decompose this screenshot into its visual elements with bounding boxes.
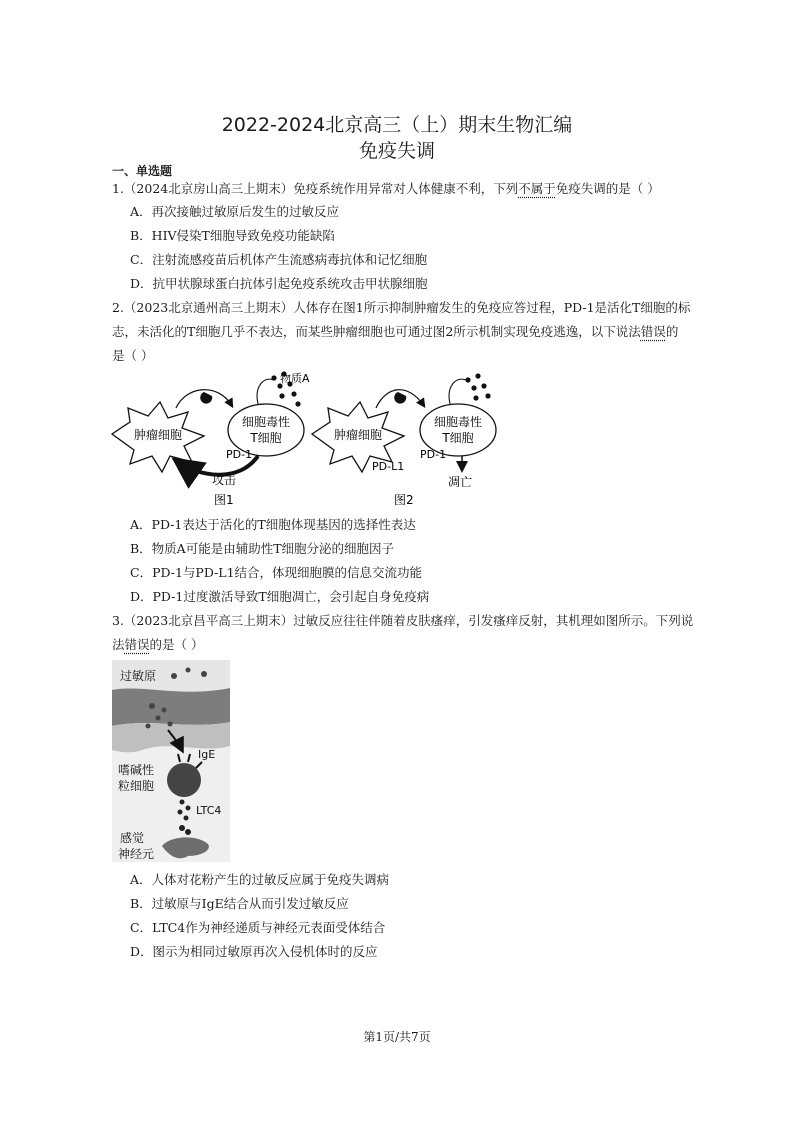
tumor-cell-label-2: 肿瘤细胞 <box>333 428 383 442</box>
q1-option-d: D．抗甲状腺球蛋白抗体引起免疫系统攻击甲状腺细胞 <box>130 276 428 291</box>
q3-line2-b: 的是（ ） <box>149 637 204 652</box>
page-footer: 第1页/共7页 <box>363 1030 431 1044</box>
q3-option-a: A．人体对花粉产生的过敏反应属于免疫失调病 <box>130 872 390 887</box>
q3-option-d: D．图示为相同过敏原再次入侵机体时的反应 <box>130 944 378 959</box>
t-cell-label-1: 细胞毒性 <box>241 415 291 429</box>
t-cell-label-2a: 细胞毒性 <box>433 415 483 429</box>
q1-stem <box>112 181 660 197</box>
t-cell-label-2b: T细胞 <box>442 431 474 445</box>
q1-option-b: B．HIV侵染T细胞导致免疫功能缺陷 <box>130 228 335 243</box>
basophil-label-1: 嗜碱性 <box>118 763 155 777</box>
q3-stem-line2 <box>112 637 204 653</box>
attack-label: 攻击 <box>212 473 237 487</box>
q1-option-a: A．再次接触过敏原后发生的过敏反应 <box>130 204 340 219</box>
q1-option-c: C．注射流感疫苗后机体产生流感病毒抗体和记忆细胞 <box>130 252 428 267</box>
q3-line2-emphasis: 错误 <box>124 637 150 652</box>
q3-option-b: B．过敏原与IgE结合从而引发过敏反应 <box>130 896 349 911</box>
secretion-arrow <box>257 379 274 404</box>
ige-label: IgE <box>198 748 216 761</box>
q3-stem-line1: 3.（2023北京昌平高三上期末）过敏反应往往伴随着皮肤瘙痒，引发瘙痒反射，其机理如图所示。下列说 <box>112 613 694 628</box>
pdl1-label: PD-L1 <box>372 460 405 473</box>
q1-stem-a: 1.（2024北京房山高三上期末）免疫系统作用异常对人体健康不利，下列 <box>112 181 519 196</box>
secretion-arrow-2 <box>449 379 466 404</box>
receptor-icon-2 <box>394 392 406 404</box>
allergen-label: 过敏原 <box>120 669 157 683</box>
q2-line2-emphasis: 错误 <box>640 324 666 339</box>
receptor-icon <box>200 392 212 404</box>
q2-figure <box>108 366 508 512</box>
neuron-label-1: 感觉 <box>120 831 145 845</box>
figure-1 <box>112 371 310 507</box>
q2-option-a: A．PD-1表达于活化的T细胞体现基因的选择性表达 <box>130 517 416 532</box>
q3-line2-a: 法 <box>112 637 125 652</box>
q3-figure <box>112 660 230 862</box>
fig2-label: 图2 <box>394 493 414 507</box>
page-title: 2022-2024北京高三（上）期末生物汇编 <box>221 114 573 136</box>
q2-option-b: B．物质A可能是由辅助性T细胞分泌的细胞因子 <box>130 541 395 556</box>
section-label: 一、单选题 <box>112 164 173 178</box>
neuron-label-2: 神经元 <box>118 847 155 861</box>
q1-stem-b: 免疫失调的是（ ） <box>555 181 660 196</box>
q3-option-c: C．LTC4作为神经递质与神经元表面受体结合 <box>130 920 386 935</box>
substance-dots-2 <box>465 373 490 400</box>
figure-2 <box>312 373 496 507</box>
skin-epidermis-icon <box>112 688 230 726</box>
ltc4-label: LTC4 <box>196 804 222 817</box>
substance-a-label: 物质A <box>280 372 310 385</box>
q2-stem-line2 <box>112 324 678 340</box>
q2-stem-line3: 是（ ） <box>112 348 154 363</box>
q2-line2-a: 志，未活化的T细胞几乎不表达，而某些肿瘤细胞也可通过图2所示机制实现免疫逃逸，以下说法 <box>112 324 641 339</box>
tumor-cell-label: 肿瘤细胞 <box>133 428 183 442</box>
pd1-label-2: PD-1 <box>420 448 447 461</box>
page-subtitle: 免疫失调 <box>358 140 435 162</box>
apoptosis-label: 凋亡 <box>448 475 473 489</box>
q2-stem-line1: 2.（2023北京通州高三上期末）人体存在图1所示抑制肿瘤发生的免疫应答过程，PD-1是活化T细胞的标 <box>112 300 691 315</box>
t-cell-label-2: T细胞 <box>250 431 282 445</box>
q2-option-c: C．PD-1与PD-L1结合，体现细胞膜的信息交流功能 <box>130 565 423 580</box>
fig1-label: 图1 <box>214 493 234 507</box>
basophil-label-2: 粒细胞 <box>118 779 155 793</box>
q2-option-d: D．PD-1过度激活导致T细胞凋亡，会引起自身免疫病 <box>130 589 430 604</box>
q1-stem-emphasis: 不属于 <box>518 181 556 196</box>
q2-line2-b: 的 <box>665 324 679 339</box>
pd1-label: PD-1 <box>226 448 253 461</box>
basophil-icon <box>167 763 201 797</box>
